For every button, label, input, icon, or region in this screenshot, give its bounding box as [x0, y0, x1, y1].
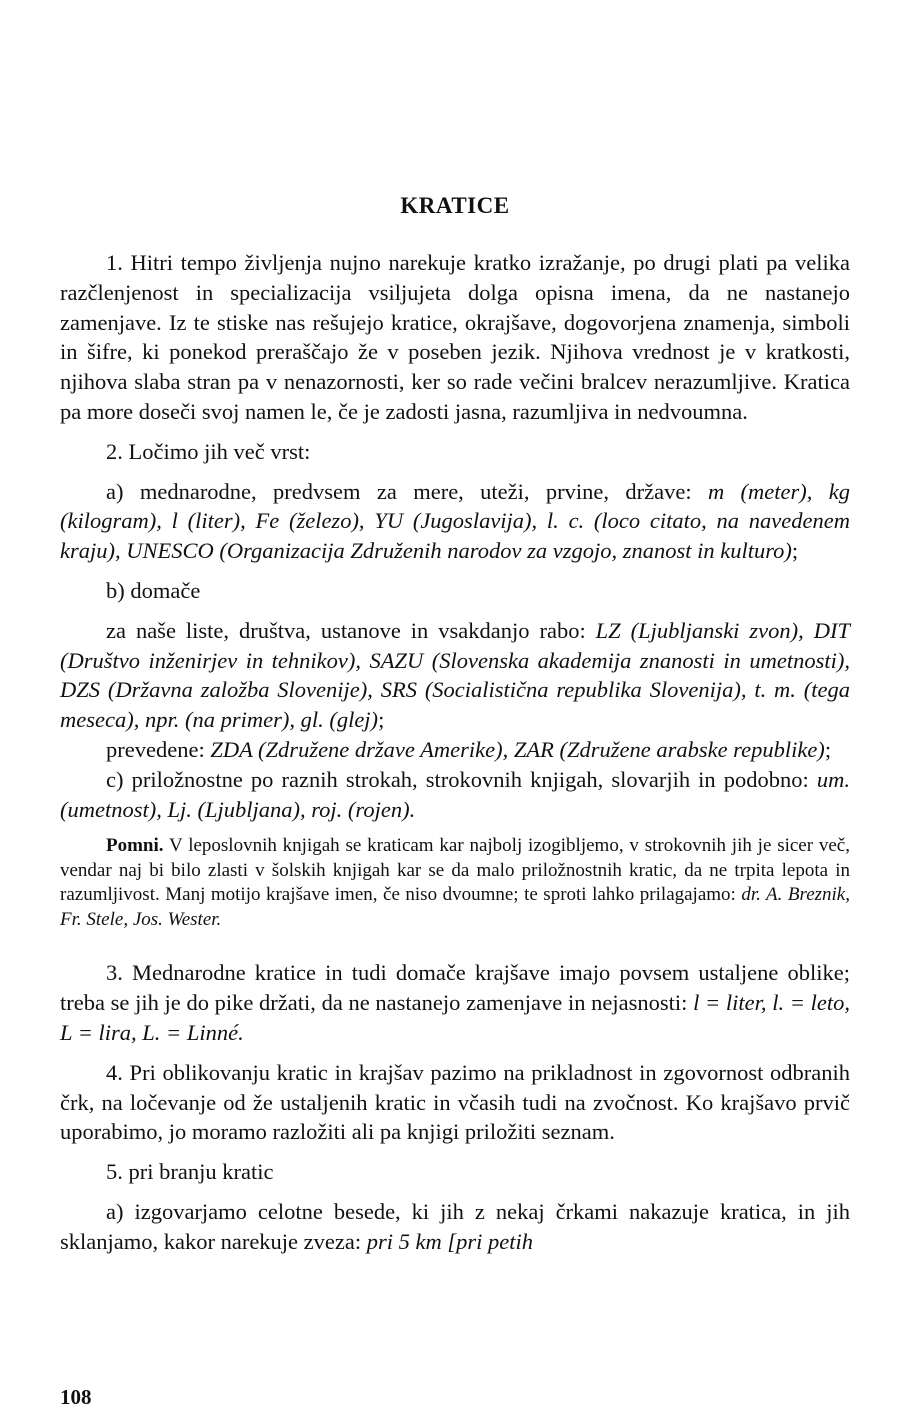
- paragraph-4: 4. Pri oblikovanju kratic in krajšav pazimo na prikladnost in zgovornost odbranih črk, na ločevanje od že ustaljenih kratic in včasih tudi na zvočnost. Ko krajšavo prvič uporabimo, jo moramo razložiti ali pa knjigi priložiti seznam.: [60, 1059, 850, 1145]
- paragraph-2a-intro: a) mednarodne, predvsem za mere, uteži, prvine, države:: [106, 478, 708, 504]
- paragraph-2b-1-end: ;: [378, 707, 385, 733]
- paragraph-5a: [60, 1197, 850, 1257]
- paragraph-2c-examples: um. (umetnost), Lj. (Ljubljana), roj. (rojen).: [60, 766, 850, 822]
- document-page: [60, 0, 850, 1423]
- paragraph-3: [60, 958, 850, 1047]
- paragraph-2b-1-intro: za naše liste, društva, ustanove in vsakdanjo rabo:: [106, 617, 596, 643]
- paragraph-2a-examples: m (meter), kg (kilogram), l (liter), Fe (železo), YU (Jugoslavija), l. c. (loco citato, na navedenem kraju), UNESCO (Organizacija Združenih narodov za vzgojo, znanost in kulturo): [60, 478, 850, 564]
- paragraph-1: 1. Hitri tempo življenja nujno narekuje kratko izražanje, po drugi plati pa velika razčlenjenost in specializacija vsiljujeta dolga opisna imena, da ne nastanejo zamenjave. Iz te stiske nas rešujejo kratice, okrajšave, dogovorjena znamenja, simboli in šifre, ki ponekod preraščajo že v poseben jezik. Njihova vrednost je v kratkosti, njihova slaba stran pa v nenazornosti, ker so rade večini bralcev nerazumljive. Kratica pa more doseči svoj namen le, če je zadosti jasna, razumljiva in nedvoumna.: [60, 250, 850, 424]
- paragraph-2a-end: ;: [791, 538, 799, 564]
- paragraph-2: 2. Ločimo jih več vrst:: [106, 438, 311, 464]
- paragraph-2b: b) domače: [106, 577, 201, 603]
- note-examples: dr. A. Breznik, Fr. Stele, Jos. Wester.: [60, 884, 850, 930]
- paragraph-2b-2-end: ;: [824, 736, 832, 762]
- paragraph-5: 5. pri branju kratic: [106, 1159, 274, 1185]
- paragraph-5a-intro: a) izgovarjamo celotne besede, ki jih z nekaj črkami nakazuje kratica, in jih sklanjamo, kakor narekuje zveza:: [60, 1198, 850, 1254]
- note-text: V leposlovnih knjigah se kraticam kar najbolj izogibljemo, v strokovnih jih je sicer več, vendar naj bi bilo zlasti v šolskih knjigah kar se da malo priložnostnih kratic, da ne trpita lepota in razumljivost. Manj motijo krajšave imen, če niso dvoumne; te sproti lahko prilagajamo:: [60, 835, 850, 906]
- page-title: KRATICE: [400, 193, 510, 218]
- paragraph-3-examples: l = liter, l. = leto, L = lira, L. = Linné.: [60, 990, 850, 1045]
- note-label: Pomni.: [106, 835, 164, 857]
- paragraph-2c: [60, 765, 850, 825]
- paragraph-2c-intro: c) priložnostne po raznih strokah, strokovnih knjigah, slovarjih in podobno:: [106, 766, 817, 792]
- paragraph-3-intro: 3. Mednarodne kratice in tudi domače krajšave imajo povsem ustaljene oblike; treba se jih je do pike držati, da ne nastanejo zamenjave in nejasnosti:: [60, 960, 850, 1016]
- note-paragraph: [60, 834, 850, 932]
- paragraph-2b-2: [60, 735, 850, 765]
- body-text: [60, 248, 850, 1257]
- paragraph-5a-examples: pri 5 km [pri petih: [366, 1228, 533, 1254]
- paragraph-2a: [60, 477, 850, 566]
- paragraph-2b-1: [60, 616, 850, 735]
- paragraph-2b-2-intro: prevedene:: [106, 736, 211, 762]
- paragraph-2b-1-examples: LZ (Ljubljanski zvon), DIT (Društvo inženirjev in tehnikov), SAZU (Slovenska akademija znanosti in umetnosti), DZS (Državna založba Slovenije), SRS (Socialistična republika Slovenija), t. m. (tega meseca), npr. (na primer), gl. (glej): [60, 617, 850, 733]
- paragraph-2b-2-examples: ZDA (Združene države Amerike), ZAR (Združene arabske republike): [210, 736, 825, 762]
- page-number: 108: [60, 1385, 92, 1409]
